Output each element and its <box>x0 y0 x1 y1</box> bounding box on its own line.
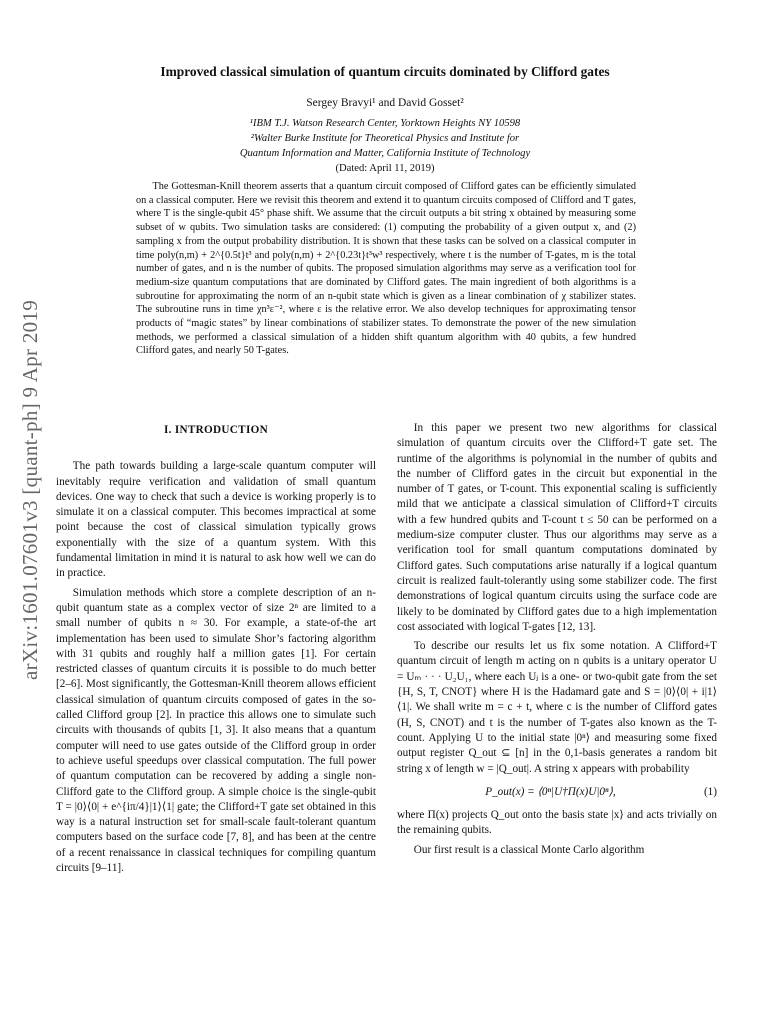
right-paragraph-4: Our first result is a classical Monte Carlo algorithm <box>413 843 645 856</box>
author-list: Sergey Bravyi¹ and David Gosset² <box>306 97 464 109</box>
intro-paragraph-2: Simulation methods which store a complete description of an n-qubit quantum state as a complex vector of size 2ⁿ are limited to a small number of qubits n ≈ 30. For example, a state-of-the art implementation has been used to simulate Shor’s factoring algorithm with 31 qubits and roughly half a million gates [1]. For certain restricted classes of quantum circuits it is possible to do much better [2–6]. Most significantly, the Gottesman-Knill theorem allows efficient classical simulation of quantum circuits composed of gates in the so-called Clifford group [2]. In practice this allows one to simulate such circuits with thousands of qubits [1, 3]. It also means that a quantum computer will need to use gates outside of the Clifford group in order to achieve useful speedups over classical computation. The full power of quantum computation can be recovered by adding a single non-Clifford gate to the Clifford group. A simple choice is the single-qubit T = |0⟩⟨0| + e^{iπ/4}|1⟩⟨1| gate; the Clifford+T gate set obtained in this way is a natural instruction set for small-scale fault-tolerant quantum computers based on the surface code [7, 8], and has been at the centre of a recent renaissance in classical techniques for compiling quantum circuits [9–11]. <box>56 586 376 875</box>
affiliation-ibm: ¹IBM T.J. Watson Research Center, Yorktown Heights NY 10598 <box>249 118 521 129</box>
equation-body: P_out(x) = ⟨0ⁿ|U†Π(x)U|0ⁿ⟩, <box>485 785 616 798</box>
abstract-text: The Gottesman-Knill theorem asserts that a quantum circuit composed of Clifford gates can be efficiently simulated on a classical computer. Here we revisit this theorem and extend it to quantum circuits composed of Clifford and T gates, where T is the single-qubit 45° phase shift. We assume that the circuit outputs a bit string x obtained by measuring some subset of w qubits. Two simulation tasks are considered: (1) computing the probability of a given output x, and (2) sampling x from the output probability distribution. It is shown that these tasks can be solved on a classical computer in time poly(n,m) + 2^{0.5t}t³ and poly(n,m) + 2^{0.23t}t³w³ respectively, where t is the number of T-gates, m is the total number of gates, and n is the number of qubits. The proposed simulation algorithms may serve as a verification tool for medium-size quantum computations that are dominated by Clifford gates. The main ingredient of both algorithms is a subroutine for approximating the norm of an n-qubit state which is given as a linear combination of χ stabilizer states. The subroutine runs in time χn³ε⁻², where ε is the relative error. We also develop techniques for approximating tensor products of “magic states” by linear combinations of stabilizer states. To demonstrate the power of the new simulation methods, we performed a classical simulation of a hidden shift quantum algorithm with 40 qubits, a few hundred Clifford gates, and nearly 50 T-gates. <box>136 181 636 357</box>
section-heading-introduction: I. INTRODUCTION <box>164 424 268 436</box>
right-paragraph-1: In this paper we present two new algorithms for classical simulation of quantum circuits over the Clifford+T gate set. The runtime of the algorithms is polynomial in the number of qubits and the number of Clifford gates in the circuit but exponential in the number of T gates, or T-count. This exponential scaling is sufficiently mild that we anticipate a classical simulation of Clifford+T circuits with a few hundred qubits and T-count t ≤ 50 can be performed on a medium-size computer cluster. Thus our algorithms may serve as a verification tool for small quantum computations dominated by Clifford gates. Such computations arise naturally if a logical quantum circuit is realized fault-tolerantly using some stabilizer code. The first demonstrations of logical quantum circuits using the surface code are likely to be dominated by Clifford gates due to a high implementation cost associated with logical T-gates [12, 13]. <box>397 422 717 633</box>
arxiv-identifier: arXiv:1601.07601v3 [quant-ph] 9 Apr 2019 <box>18 299 42 680</box>
affiliation-caltech-2: Quantum Information and Matter, California Institute of Technology <box>239 148 531 159</box>
affiliations-block <box>60 116 710 176</box>
equation-number: (1) <box>703 785 717 798</box>
dated-line: (Dated: April 11, 2019) <box>335 163 435 174</box>
abstract <box>136 180 636 358</box>
right-paragraph-3: where Π(x) projects Q_out onto the basis state |x⟩ and acts trivially on the remaining qubits. <box>397 809 717 837</box>
intro-paragraph-1: The path towards building a large-scale quantum computer will inevitably require verification and validation of small quantum devices. One way to check that such a device is working properly is to simulate it on a classical computer. This becomes impractical at some point because the cost of classical simulation typically grows exponentially with the size of a quantum system. With this fundamental limitation in mind it is natural to ask how well we can do in practice. <box>56 460 376 580</box>
affiliation-caltech-1: ²Walter Burke Institute for Theoretical Physics and Institute for <box>250 133 520 144</box>
right-column <box>397 421 717 862</box>
right-paragraph-2: To describe our results let us fix some notation. A Clifford+T quantum circuit of length m acting on n qubits is a unitary operator U = Uₘ · · · U₂U₁, where each Uⱼ is a one- or two-qubit gate from the set {H, S, T, CNOT} where H is the Hadamard gate and S = |0⟩⟨0| + i|1⟩⟨1|. We shall write m = c + t, where c is the number of Clifford gates (H, S, CNOT) and t is the number of T-gates also known as the T-count. Applying U to the initial state |0ⁿ⟩ and measuring some fixed output register Q_out ⊆ [n] in the 0,1-basis generates a random bit string x of length w = |Q_out|. A string x appears with probability <box>397 640 717 775</box>
equation-1 <box>397 785 717 800</box>
paper-title: Improved classical simulation of quantum circuits dominated by Clifford gates <box>160 64 610 79</box>
left-column <box>56 420 376 880</box>
